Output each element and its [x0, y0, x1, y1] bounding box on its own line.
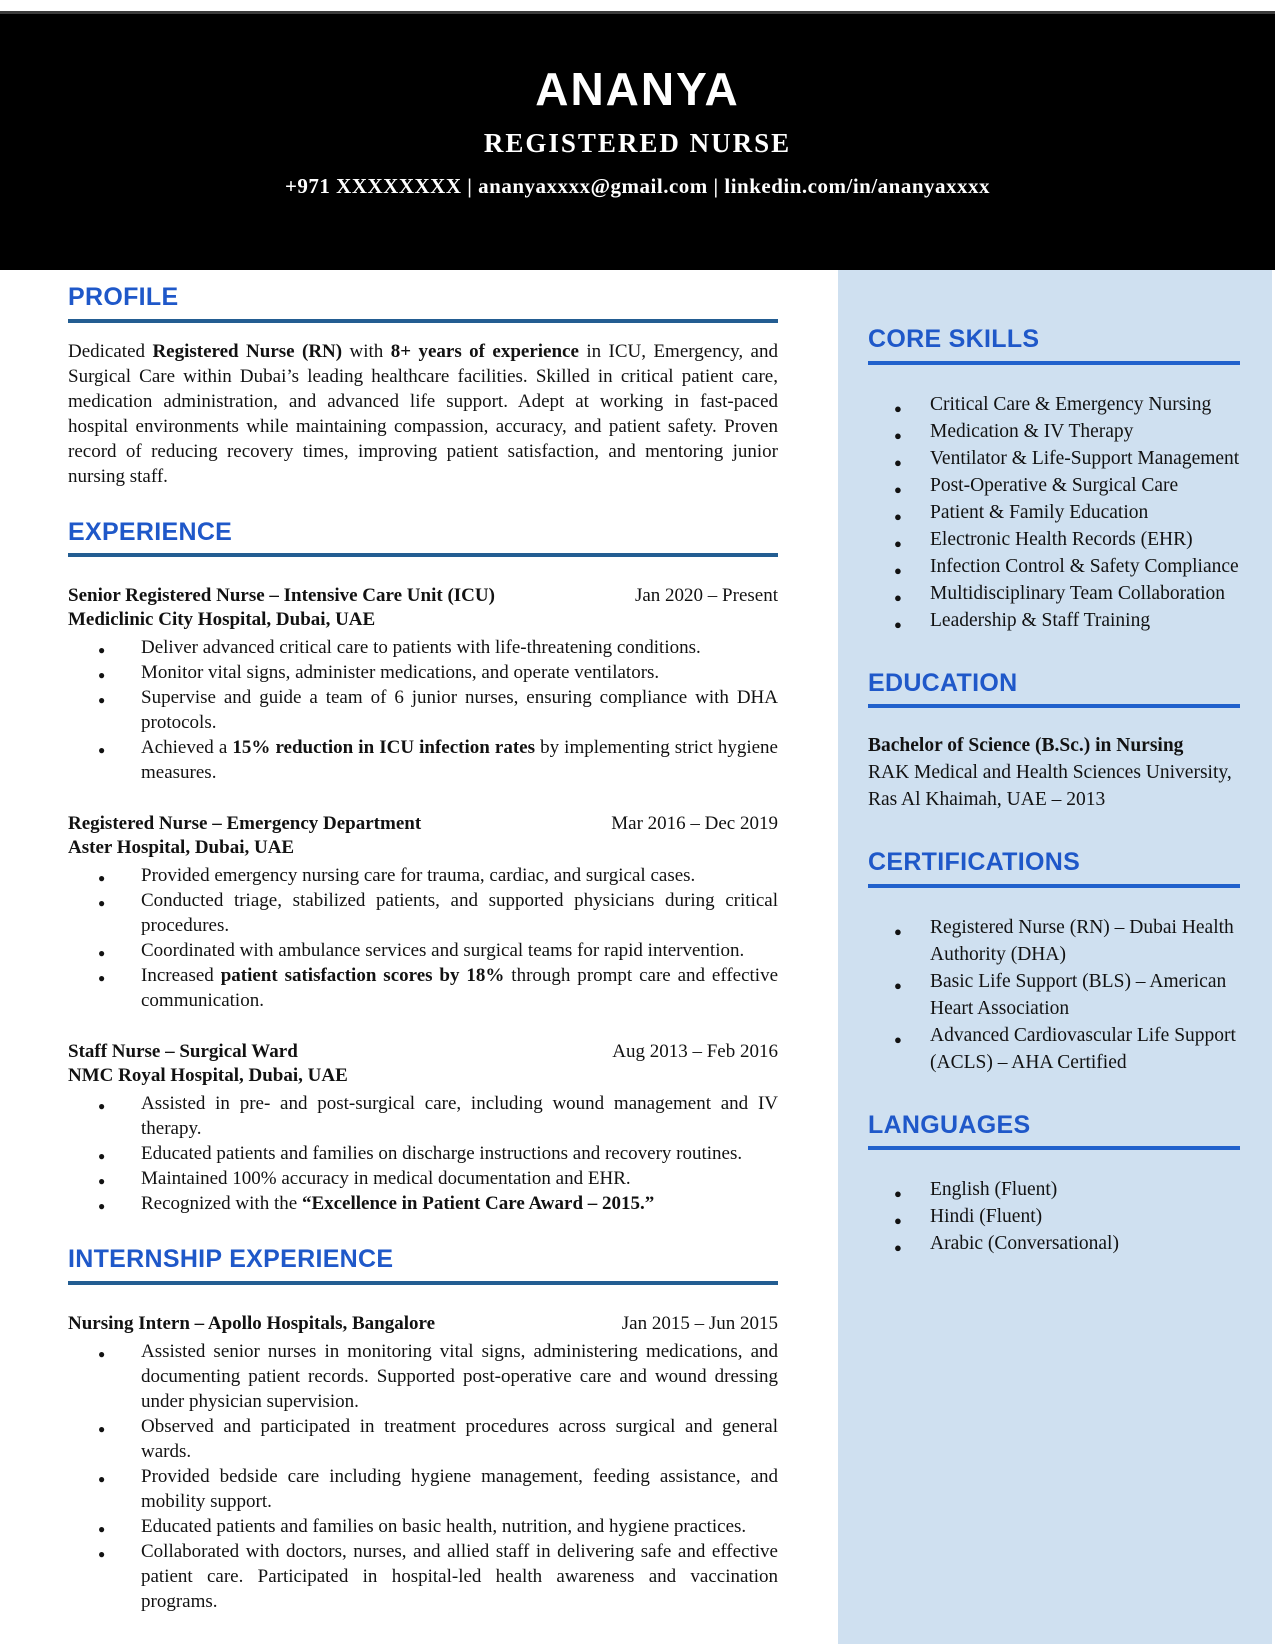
job-company: Mediclinic City Hospital, Dubai, UAE: [68, 609, 376, 630]
bullet-item: [68, 660, 778, 685]
text-run: Registered Nurse (RN): [152, 340, 343, 362]
text-run: Educated patients and families on discharge instructions and recovery routines.: [141, 1143, 743, 1164]
text-run: by implementing strict hygiene measures.: [141, 737, 778, 783]
text-run: Maintained 100% accuracy in medical documentation and EHR.: [141, 1168, 631, 1189]
job-entry: [68, 812, 778, 1013]
bullet-item: [68, 1191, 778, 1216]
job-header: [68, 1312, 778, 1336]
list-item: ● Patient & Family Education: [868, 499, 1240, 526]
text-run: 15% reduction in ICU infection rates: [232, 737, 536, 758]
experience-section: [68, 519, 778, 1217]
main-column: [0, 270, 838, 1614]
education-heading-rule: [868, 704, 1240, 708]
education-heading: EDUCATION: [868, 668, 1018, 697]
certifications-heading-rule: [868, 884, 1240, 888]
text-run: Supervise and guide a team of 6 junior nurses, ensuring compliance with DHA protocols.: [141, 687, 778, 733]
job-title: Senior Registered Nurse – Intensive Care Unit (ICU): [68, 585, 495, 606]
job-company: Aster Hospital, Dubai, UAE: [68, 837, 295, 858]
job-header: [68, 812, 778, 836]
core-skills-section: [868, 326, 1240, 634]
text-run: Provided bedside care including hygiene management, feeding assistance, and mobility support.: [141, 1465, 778, 1512]
bullet-item: [68, 938, 778, 963]
education-section: [868, 670, 1240, 814]
experience-heading: EXPERIENCE: [68, 517, 233, 546]
languages-list: [868, 1176, 1240, 1257]
job-header: [68, 584, 778, 608]
job-header: [68, 1040, 778, 1064]
bullet-item: [68, 888, 778, 938]
text-run: Dedicated: [68, 340, 153, 362]
job-bullet-list: [68, 635, 778, 785]
text-run: Provided emergency nursing care for trauma, cardiac, and surgical cases.: [141, 865, 696, 886]
list-item: ● Ventilator & Life-Support Management: [868, 445, 1240, 472]
languages-section: [868, 1112, 1240, 1258]
candidate-name: ANANYA: [535, 63, 740, 115]
text-run: Assisted in pre- and post-surgical care, including wound management and IV therapy.: [141, 1093, 778, 1139]
text-run: through prompt care and effective communication.: [141, 965, 779, 1011]
text-run: Achieved a: [141, 737, 233, 758]
list-item: ● Advanced Cardiovascular Life Support (ACLS) – AHA Certified: [868, 1022, 1240, 1076]
job-title: Registered Nurse – Emergency Department: [68, 813, 422, 834]
text-run: Conducted triage, stabilized patients, and supported physicians during critical procedures.: [141, 890, 778, 936]
experience-heading-rule: [68, 553, 778, 557]
list-item: ● Leadership & Staff Training: [868, 607, 1240, 634]
resume-header: [0, 14, 1275, 270]
internship-entry: [68, 1312, 778, 1614]
bullet-item: [68, 1539, 778, 1614]
core-skills-heading: CORE SKILLS: [868, 325, 1040, 353]
education-degree: Bachelor of Science (B.Sc.) in Nursing: [868, 735, 1184, 756]
list-item: ● Infection Control & Safety Compliance: [868, 553, 1240, 580]
bullet-item: [68, 1339, 778, 1414]
job-title: Staff Nurse – Surgical Ward: [68, 1041, 298, 1062]
text-run: Recognized with the: [141, 1193, 302, 1214]
internship-section: [68, 1246, 778, 1614]
internship-heading-rule: [68, 1281, 778, 1285]
languages-heading: LANGUAGES: [868, 1110, 1031, 1139]
list-item: ● Critical Care & Emergency Nursing: [868, 391, 1240, 418]
text-run: Collaborated with doctors, nurses, and allied staff in delivering safe and effective patient care. Participated in hospital-led health awareness and vaccination programs.: [141, 1540, 778, 1612]
text-run: Deliver advanced critical care to patients with life-threatening conditions.: [141, 637, 701, 658]
job-title: Nursing Intern – Apollo Hospitals, Bangalore: [68, 1312, 436, 1334]
list-item: ● Post-Operative & Surgical Care: [868, 472, 1240, 499]
text-run: Increased: [141, 965, 221, 986]
job-dates: Mar 2016 – Dec 2019: [611, 813, 778, 834]
internship-heading: INTERNSHIP EXPERIENCE: [68, 1245, 394, 1273]
contact-line: +971 XXXXXXXX | ananyaxxxx@gmail.com | linkedin.com/in/ananyaxxxx: [284, 173, 991, 198]
profile-paragraph: [68, 339, 778, 489]
list-item: ● Hindi (Fluent): [868, 1203, 1240, 1230]
text-run: with: [342, 340, 391, 362]
list-item: ● English (Fluent): [868, 1176, 1240, 1203]
text-run: patient satisfaction scores by 18%: [220, 965, 505, 986]
text-run: in ICU, Emergency, and Surgical Care within Dubai’s leading healthcare facilities. Skilled in critical patient care, medication administration, and advanced life support. Adept at working in fast-paced hospital environments while maintaining compassion, accuracy, and patient safety. Proven record of reducing recovery times, improving patient satisfaction, and mentoring junior nursing staff.: [68, 340, 778, 487]
top-margin: [0, 0, 1275, 11]
bullet-item: [68, 685, 778, 735]
job-bullet-list: [68, 1339, 778, 1614]
text-run: Assisted senior nurses in monitoring vital signs, administering medications, and documenting patient records. Supported post-operative care and wound dressing under physician supervision.: [141, 1340, 778, 1412]
text-run: “Excellence in Patient Care Award – 2015.”: [301, 1193, 655, 1214]
bullet-item: [68, 1141, 778, 1166]
job-company: NMC Royal Hospital, Dubai, UAE: [68, 1065, 348, 1086]
list-item: ● Multidisciplinary Team Collaboration: [868, 580, 1240, 607]
certifications-list: [868, 914, 1240, 1076]
job-dates: Jan 2020 – Present: [634, 585, 778, 606]
education-school: RAK Medical and Health Sciences University, Ras Al Khaimah, UAE – 2013: [868, 762, 1232, 810]
job-entry: [68, 1040, 778, 1216]
job-dates: Jan 2015 – Jun 2015: [621, 1312, 778, 1334]
certifications-heading: CERTIFICATIONS: [868, 848, 1081, 876]
text-run: Coordinated with ambulance services and surgical teams for rapid intervention.: [141, 940, 745, 961]
bullet-item: [68, 1464, 778, 1514]
job-bullet-list: [68, 1091, 778, 1216]
bullet-item: [68, 735, 778, 785]
list-item: ● Electronic Health Records (EHR): [868, 526, 1240, 553]
profile-heading: PROFILE: [68, 283, 179, 311]
languages-heading-rule: [868, 1146, 1240, 1150]
text-run: Monitor vital signs, administer medications, and operate ventilators.: [141, 662, 660, 683]
list-item: ● Registered Nurse (RN) – Dubai Health Authority (DHA): [868, 914, 1240, 968]
list-item: ● Basic Life Support (BLS) – American Heart Association: [868, 968, 1240, 1022]
bullet-item: [68, 635, 778, 660]
job-bullet-list: [68, 863, 778, 1013]
profile-section: [68, 284, 778, 489]
bullet-item: [68, 863, 778, 888]
core-skills-list: [868, 391, 1240, 634]
bullet-item: [68, 1414, 778, 1464]
certifications-section: [868, 849, 1240, 1076]
sidebar: [838, 270, 1272, 1644]
bullet-item: [68, 963, 778, 1013]
education-entry: [868, 732, 1240, 813]
candidate-role: REGISTERED NURSE: [483, 127, 792, 158]
list-item: ● Medication & IV Therapy: [868, 418, 1240, 445]
content-columns: [0, 270, 1275, 1650]
text-run: Observed and participated in treatment procedures across surgical and general wards.: [141, 1415, 778, 1462]
job-entry: [68, 584, 778, 785]
core-skills-heading-rule: [868, 361, 1240, 365]
job-dates: Aug 2013 – Feb 2016: [612, 1041, 778, 1062]
text-run: Educated patients and families on basic health, nutrition, and hygiene practices.: [141, 1515, 747, 1537]
list-item: ● Arabic (Conversational): [868, 1230, 1240, 1257]
profile-heading-rule: [68, 319, 778, 323]
text-run: 8+ years of experience: [390, 340, 579, 362]
bullet-item: [68, 1514, 778, 1539]
bullet-item: [68, 1091, 778, 1141]
bullet-item: [68, 1166, 778, 1191]
